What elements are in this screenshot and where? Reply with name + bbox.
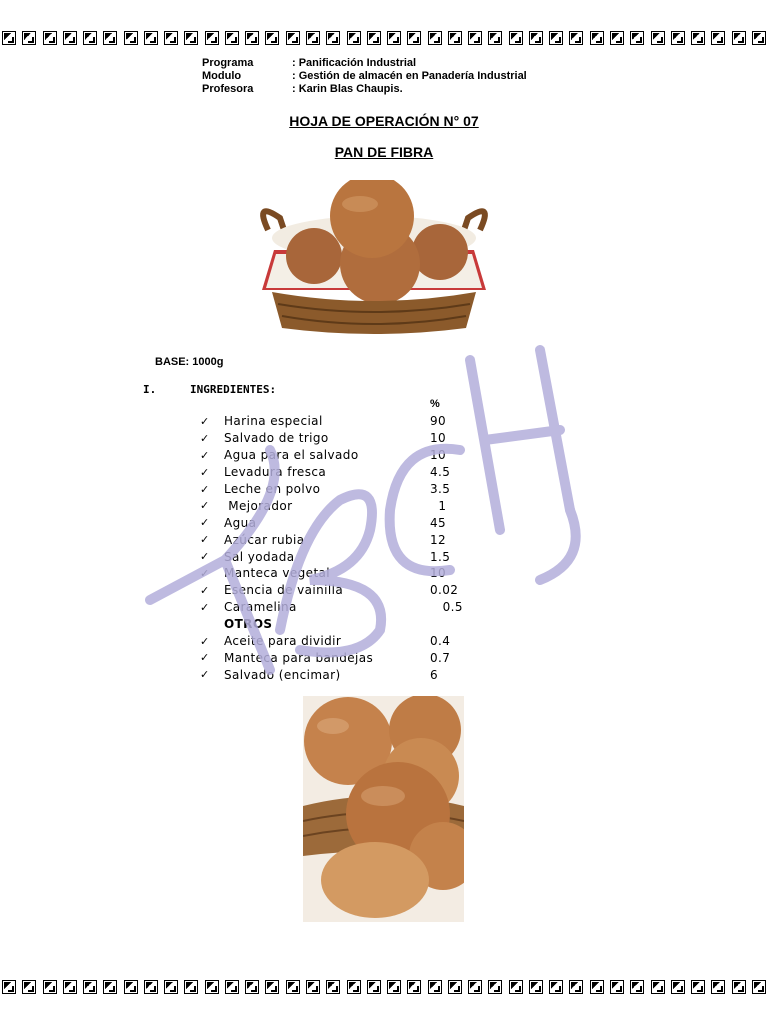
border-ornament-icon — [590, 980, 604, 994]
list-item — [200, 464, 463, 481]
list-item — [200, 481, 463, 498]
border-ornament-icon — [124, 31, 138, 45]
list-item — [200, 447, 463, 464]
border-ornament-icon — [630, 980, 644, 994]
border-ornament-icon — [205, 31, 219, 45]
border-ornament-icon — [509, 31, 523, 45]
border-ornament-icon — [569, 980, 583, 994]
check-icon: ✓ — [200, 668, 210, 682]
ingredient-value: 0.7 — [430, 650, 451, 665]
page-subtitle: PAN DE FIBRA — [334, 144, 434, 160]
ingredient-name: Leche en polvo — [224, 482, 321, 496]
border-ornament-icon — [245, 980, 259, 994]
border-ornament-icon — [367, 980, 381, 994]
border-ornament-icon — [529, 31, 543, 45]
others-heading — [200, 616, 463, 633]
bottom-border — [2, 979, 766, 995]
border-ornament-icon — [2, 980, 16, 994]
border-ornament-icon — [43, 31, 57, 45]
border-ornament-icon — [164, 31, 178, 45]
ingredient-value: 90 — [430, 414, 447, 429]
others-label: OTROS — [224, 617, 273, 632]
ingredient-name: Salvado (encimar) — [224, 667, 341, 682]
border-ornament-icon — [83, 980, 97, 994]
border-ornament-icon — [448, 980, 462, 994]
ingredient-name: Sal yodada — [224, 549, 295, 564]
section-label: INGREDIENTES: — [190, 383, 277, 396]
border-ornament-icon — [347, 980, 361, 994]
ingredient-value: 12 — [430, 532, 447, 547]
border-ornament-icon — [184, 31, 198, 45]
ingredient-name: Mejorador — [224, 498, 293, 513]
border-ornament-icon — [732, 31, 746, 45]
check-icon: ✓ — [200, 499, 210, 513]
border-ornament-icon — [225, 31, 239, 45]
ingredient-value: 0.02 — [430, 583, 459, 598]
border-ornament-icon — [387, 980, 401, 994]
border-ornament-icon — [428, 31, 442, 45]
list-item — [200, 413, 463, 430]
border-ornament-icon — [184, 980, 198, 994]
border-ornament-icon — [2, 31, 16, 45]
border-ornament-icon — [347, 31, 361, 45]
ingredient-value: 0.5 — [430, 600, 463, 615]
check-icon: ✓ — [200, 566, 210, 580]
border-ornament-icon — [630, 31, 644, 45]
border-ornament-icon — [488, 980, 502, 994]
ingredient-value: 6 — [430, 667, 439, 682]
document-header — [202, 57, 527, 96]
check-icon: ✓ — [200, 448, 210, 462]
border-ornament-icon — [144, 980, 158, 994]
top-border — [2, 30, 766, 46]
list-item — [200, 497, 463, 514]
header-value: : Karin Blas Chaupis. — [292, 83, 403, 95]
check-icon: ✓ — [200, 651, 210, 665]
border-ornament-icon — [407, 31, 421, 45]
ingredient-value: 1 — [430, 498, 447, 513]
check-icon: ✓ — [200, 600, 210, 614]
ingredient-list — [200, 413, 463, 683]
border-ornament-icon — [265, 31, 279, 45]
check-icon: ✓ — [200, 465, 210, 479]
border-ornament-icon — [205, 980, 219, 994]
check-icon: ✓ — [200, 482, 210, 496]
border-ornament-icon — [509, 980, 523, 994]
border-ornament-icon — [752, 980, 766, 994]
header-value: : Gestión de almacén en Panadería Industrial — [292, 70, 527, 82]
border-ornament-icon — [691, 31, 705, 45]
ingredient-name: Harina especial — [224, 414, 323, 429]
ingredient-value: 10 — [430, 431, 447, 446]
border-ornament-icon — [569, 31, 583, 45]
border-ornament-icon — [651, 980, 665, 994]
border-ornament-icon — [671, 980, 685, 994]
border-ornament-icon — [529, 980, 543, 994]
ingredient-value: 10 — [430, 566, 447, 581]
section-heading — [143, 383, 276, 396]
page-title: HOJA DE OPERACIÓN N° 07 — [289, 113, 479, 129]
border-ornament-icon — [245, 31, 259, 45]
border-ornament-icon — [83, 31, 97, 45]
header-row-profesora — [202, 83, 527, 96]
percent-header: % — [430, 398, 440, 410]
border-ornament-icon — [286, 980, 300, 994]
border-ornament-icon — [63, 31, 77, 45]
border-ornament-icon — [549, 980, 563, 994]
check-icon: ✓ — [200, 550, 210, 564]
ingredient-value: 4.5 — [430, 465, 451, 480]
ingredient-name: Aceite para dividir — [224, 634, 342, 649]
border-ornament-icon — [732, 980, 746, 994]
header-row-programa — [202, 57, 527, 70]
ingredient-value: 3.5 — [430, 482, 451, 496]
border-ornament-icon — [610, 31, 624, 45]
check-icon: ✓ — [200, 414, 210, 428]
list-item — [200, 633, 463, 650]
ingredient-name: Esencia de vainilla — [224, 583, 344, 598]
border-ornament-icon — [610, 980, 624, 994]
border-ornament-icon — [711, 980, 725, 994]
border-ornament-icon — [590, 31, 604, 45]
border-ornament-icon — [103, 31, 117, 45]
check-icon: ✓ — [200, 431, 210, 445]
border-ornament-icon — [306, 980, 320, 994]
border-ornament-icon — [63, 980, 77, 994]
header-key: Profesora — [202, 83, 254, 95]
ingredient-value: 0.4 — [430, 634, 451, 649]
header-row-modulo — [202, 70, 527, 83]
ingredient-value: 1.5 — [430, 549, 451, 564]
ingredient-name: Salvado de trigo — [224, 431, 329, 446]
list-item — [200, 582, 463, 599]
check-icon: ✓ — [200, 583, 210, 597]
check-icon: ✓ — [200, 634, 210, 648]
border-ornament-icon — [671, 31, 685, 45]
border-ornament-icon — [387, 31, 401, 45]
border-ornament-icon — [326, 980, 340, 994]
border-ornament-icon — [286, 31, 300, 45]
border-ornament-icon — [43, 980, 57, 994]
border-ornament-icon — [711, 31, 725, 45]
border-ornament-icon — [468, 980, 482, 994]
border-ornament-icon — [367, 31, 381, 45]
list-item — [200, 430, 463, 447]
border-ornament-icon — [326, 31, 340, 45]
ingredient-name: Manteca para bandejas — [224, 650, 374, 665]
border-ornament-icon — [22, 31, 36, 45]
border-ornament-icon — [752, 31, 766, 45]
header-key: Modulo — [202, 70, 242, 82]
ingredient-name: Manteca vegetal — [224, 566, 331, 581]
list-item — [200, 649, 463, 666]
ingredient-name: Agua — [224, 515, 257, 530]
ingredient-name: Levadura fresca — [224, 465, 327, 480]
border-ornament-icon — [103, 980, 117, 994]
list-item — [200, 514, 463, 531]
border-ornament-icon — [468, 31, 482, 45]
border-ornament-icon — [691, 980, 705, 994]
border-ornament-icon — [306, 31, 320, 45]
ingredient-value: 45 — [430, 515, 447, 530]
list-item — [200, 565, 463, 582]
border-ornament-icon — [407, 980, 421, 994]
border-ornament-icon — [265, 980, 279, 994]
ingredient-name: Azúcar rubia — [224, 532, 305, 547]
list-item — [200, 599, 463, 616]
base-weight: BASE: 1000g — [155, 356, 224, 368]
border-ornament-icon — [124, 980, 138, 994]
header-key: Programa — [202, 57, 254, 69]
list-item — [200, 666, 463, 683]
border-ornament-icon — [428, 980, 442, 994]
border-ornament-icon — [549, 31, 563, 45]
header-value: : Panificación Industrial — [292, 57, 417, 69]
check-icon: ✓ — [200, 516, 210, 530]
bread-basket-image — [252, 180, 496, 336]
bread-rolls-image — [303, 696, 464, 922]
ingredient-name: Agua para el salvado — [224, 448, 359, 463]
list-item — [200, 548, 463, 565]
border-ornament-icon — [651, 31, 665, 45]
border-ornament-icon — [22, 980, 36, 994]
section-number: I. — [143, 383, 157, 396]
ingredient-value: 10 — [430, 448, 447, 463]
check-icon: ✓ — [200, 533, 210, 547]
border-ornament-icon — [164, 980, 178, 994]
border-ornament-icon — [225, 980, 239, 994]
ingredient-name: Caramelina — [224, 600, 297, 615]
border-ornament-icon — [144, 31, 158, 45]
border-ornament-icon — [448, 31, 462, 45]
list-item — [200, 531, 463, 548]
border-ornament-icon — [488, 31, 502, 45]
